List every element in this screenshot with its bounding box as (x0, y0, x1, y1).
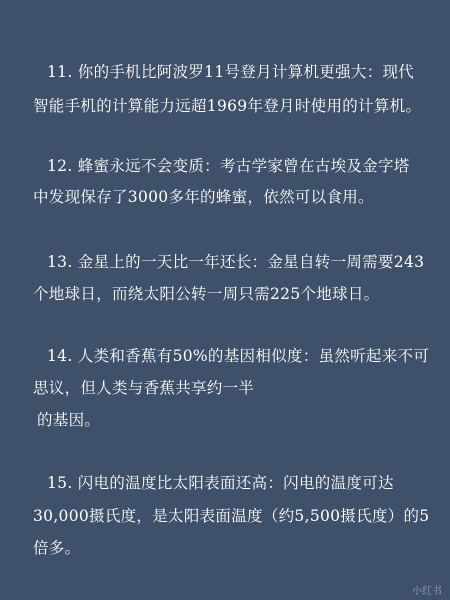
watermark: 小红书 (412, 586, 442, 597)
fact-11-line-2: 智能手机的计算能力远超1969年登月时使用的计算机。 (33, 97, 422, 115)
fact-14-line-3: 的基因。 (37, 411, 101, 429)
fact-14-line-2: 思议，但人类与香蕉共享约一半 (33, 379, 255, 397)
fact-12-line-1: 12. 蜂蜜永远不会变质：考古学家曾在古埃及金字塔 (47, 157, 410, 175)
fact-15-line-1: 15. 闪电的温度比太阳表面还高：闪电的温度可达 (47, 474, 394, 492)
fact-13-line-2: 个地球日，而绕太阳公转一周只需225个地球日。 (33, 285, 380, 303)
fact-15-line-3: 倍多。 (33, 539, 81, 557)
fact-13-line-1: 13. 金星上的一天比一年还长：金星自转一周需要243 (47, 253, 425, 271)
fact-11-line-1: 11. 你的手机比阿波罗11号登月计算机更强大：现代 (47, 63, 415, 81)
fact-15-line-2: 30,000摄氏度，是太阳表面温度（约5,500摄氏度）的5 (33, 507, 430, 525)
fact-12-line-2: 中发现保存了3000多年的蜂蜜，依然可以食用。 (33, 188, 374, 206)
fact-14-line-1: 14. 人类和香蕉有50%的基因相似度：虽然听起来不可 (47, 347, 430, 365)
